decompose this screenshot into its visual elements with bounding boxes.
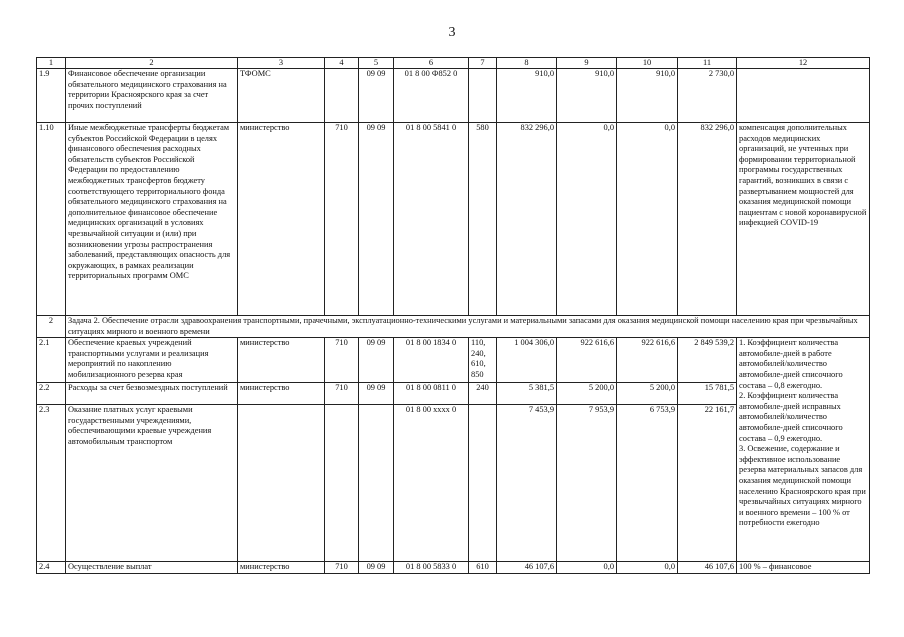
rzpr-code: 09 09 [359, 69, 394, 123]
row-number: 1.10 [37, 123, 66, 316]
csr-code: 01 8 00 1834 0 [394, 338, 469, 383]
csr-code: 01 8 00 5833 0 [394, 562, 469, 574]
expected-result: 100 % – финансовое [737, 562, 870, 574]
csr-code: 01 8 00 5841 0 [394, 123, 469, 316]
grbs-code [325, 405, 359, 562]
vr-code [469, 69, 497, 123]
header-cell: 9 [557, 58, 617, 69]
vr-code [469, 405, 497, 562]
year2-amount: 7 953,9 [557, 405, 617, 562]
header-cell: 7 [469, 58, 497, 69]
year3-amount: 922 616,6 [617, 338, 678, 383]
table-row [37, 338, 870, 383]
activity-name: Оказание платных услуг краевыми государственными учреждениями, обеспечивающими краевые учреждения автомобильным транспортом [66, 405, 238, 562]
executor: министерство [238, 562, 325, 574]
row-number: 2.1 [37, 338, 66, 383]
header-cell: 8 [497, 58, 557, 69]
year3-amount: 0,0 [617, 123, 678, 316]
grbs-code: 710 [325, 562, 359, 574]
vr-code: 110, 240, 610, 850 [469, 338, 497, 383]
total-amount: 15 781,5 [678, 383, 737, 405]
activity-name: Иные межбюджетные трансферты бюджетам субъектов Российской Федерации в целях финансового обеспечения расходных обязательств субъектов Российской Федерации по предоставлению межбюджетных трансфертов бюджету соответствующего территориального фонда обязательного медицинского страхования на дополнительное финансовое обеспечение медицинских организаций в условиях чрезвычайной ситуации и (или) при возникновении угрозы распространения заболеваний, представляющих опасность для окружающих, в рамках реализации территориальных программ ОМС [66, 123, 238, 316]
rzpr-code: 09 09 [359, 562, 394, 574]
row-number: 2.4 [37, 562, 66, 574]
csr-code: 01 8 00 xxxx 0 [394, 405, 469, 562]
year2-amount: 5 200,0 [557, 383, 617, 405]
page-number: 3 [448, 25, 456, 40]
vr-code: 240 [469, 383, 497, 405]
grbs-code [325, 69, 359, 123]
activity-name: Расходы за счет безвозмездных поступлений [66, 383, 238, 405]
vr-code: 610 [469, 562, 497, 574]
csr-code: 01 8 00 0811 0 [394, 383, 469, 405]
activity-name: Осуществление выплат [66, 562, 238, 574]
year2-amount: 0,0 [557, 562, 617, 574]
grbs-code: 710 [325, 338, 359, 383]
rzpr-code [359, 405, 394, 562]
year3-amount: 6 753,9 [617, 405, 678, 562]
header-cell: 10 [617, 58, 678, 69]
task-row [37, 316, 870, 338]
csr-code: 01 8 00 Ф852 0 [394, 69, 469, 123]
header-row [37, 58, 870, 69]
expected-result [737, 69, 870, 123]
activity-name: Обеспечение краевых учреждений транспортными услугами и реализация мероприятий по накоплению мобилизационного резерва края [66, 338, 238, 383]
executor: ТФОМС [238, 69, 325, 123]
row-number: 1.9 [37, 69, 66, 123]
year1-amount: 5 381,5 [497, 383, 557, 405]
rzpr-code: 09 09 [359, 383, 394, 405]
total-amount: 46 107,6 [678, 562, 737, 574]
rzpr-code: 09 09 [359, 123, 394, 316]
grbs-code: 710 [325, 123, 359, 316]
expected-result: компенсация дополнительных расходов медицинских организаций, не учтенных при формировании территориальной программы государственных гарантий, возникших в связи с развертыванием мощностей для оказания медицинской помощи пациентам с новой коронавирусной инфекцией COVID-19 [737, 123, 870, 316]
task-title: Задача 2. Обеспечение отрасли здравоохранения транспортными, прачечными, эксплуатационно-техническими услугами и материальными запасами для оказания медицинской помощи населению края при чрезвычайных ситуациях мирного и военного времени [66, 316, 870, 338]
executor [238, 405, 325, 562]
total-amount: 2 730,0 [678, 69, 737, 123]
table-row [37, 69, 870, 123]
total-amount: 2 849 539,2 [678, 338, 737, 383]
header-cell: 2 [66, 58, 238, 69]
year1-amount: 910,0 [497, 69, 557, 123]
vr-code: 580 [469, 123, 497, 316]
header-cell: 3 [238, 58, 325, 69]
grbs-code: 710 [325, 383, 359, 405]
program-table [36, 57, 870, 574]
year3-amount: 5 200,0 [617, 383, 678, 405]
executor: министерство [238, 123, 325, 316]
year3-amount: 910,0 [617, 69, 678, 123]
executor: министерство [238, 338, 325, 383]
year1-amount: 832 296,0 [497, 123, 557, 316]
total-amount: 832 296,0 [678, 123, 737, 316]
table-row [37, 562, 870, 574]
year1-amount: 1 004 306,0 [497, 338, 557, 383]
row-number: 2 [37, 316, 66, 338]
rzpr-code: 09 09 [359, 338, 394, 383]
total-amount: 22 161,7 [678, 405, 737, 562]
header-cell: 4 [325, 58, 359, 69]
header-cell: 6 [394, 58, 469, 69]
header-cell: 5 [359, 58, 394, 69]
year1-amount: 7 453,9 [497, 405, 557, 562]
row-number: 2.2 [37, 383, 66, 405]
activity-name: Финансовое обеспечение организации обязательного медицинского страхования на территории Красноярского края за счет прочих поступлений [66, 69, 238, 123]
year2-amount: 922 616,6 [557, 338, 617, 383]
header-cell: 12 [737, 58, 870, 69]
year1-amount: 46 107,6 [497, 562, 557, 574]
year2-amount: 910,0 [557, 69, 617, 123]
expected-result: 1. Коэффициент количества автомобиле-дней в работе автомобилей/количество автомобиле-дней списочного состава – 0,8 ежегодно. 2. Коэффициент количества автомобиле-дней исправных автомобилей/количество автомобиле-дней списочного состава – 0,9 ежегодно. 3. Освежение, содержание и эффективное использование резерва материальных запасов для оказания медицинской помощи населению Красноярского края при чрезвычайных ситуациях мирного и военного времени – 100 % от потребности ежегодно [737, 338, 870, 562]
table-row [37, 123, 870, 316]
year3-amount: 0,0 [617, 562, 678, 574]
row-number: 2.3 [37, 405, 66, 562]
year2-amount: 0,0 [557, 123, 617, 316]
header-cell: 11 [678, 58, 737, 69]
header-cell: 1 [37, 58, 66, 69]
executor: министерство [238, 383, 325, 405]
